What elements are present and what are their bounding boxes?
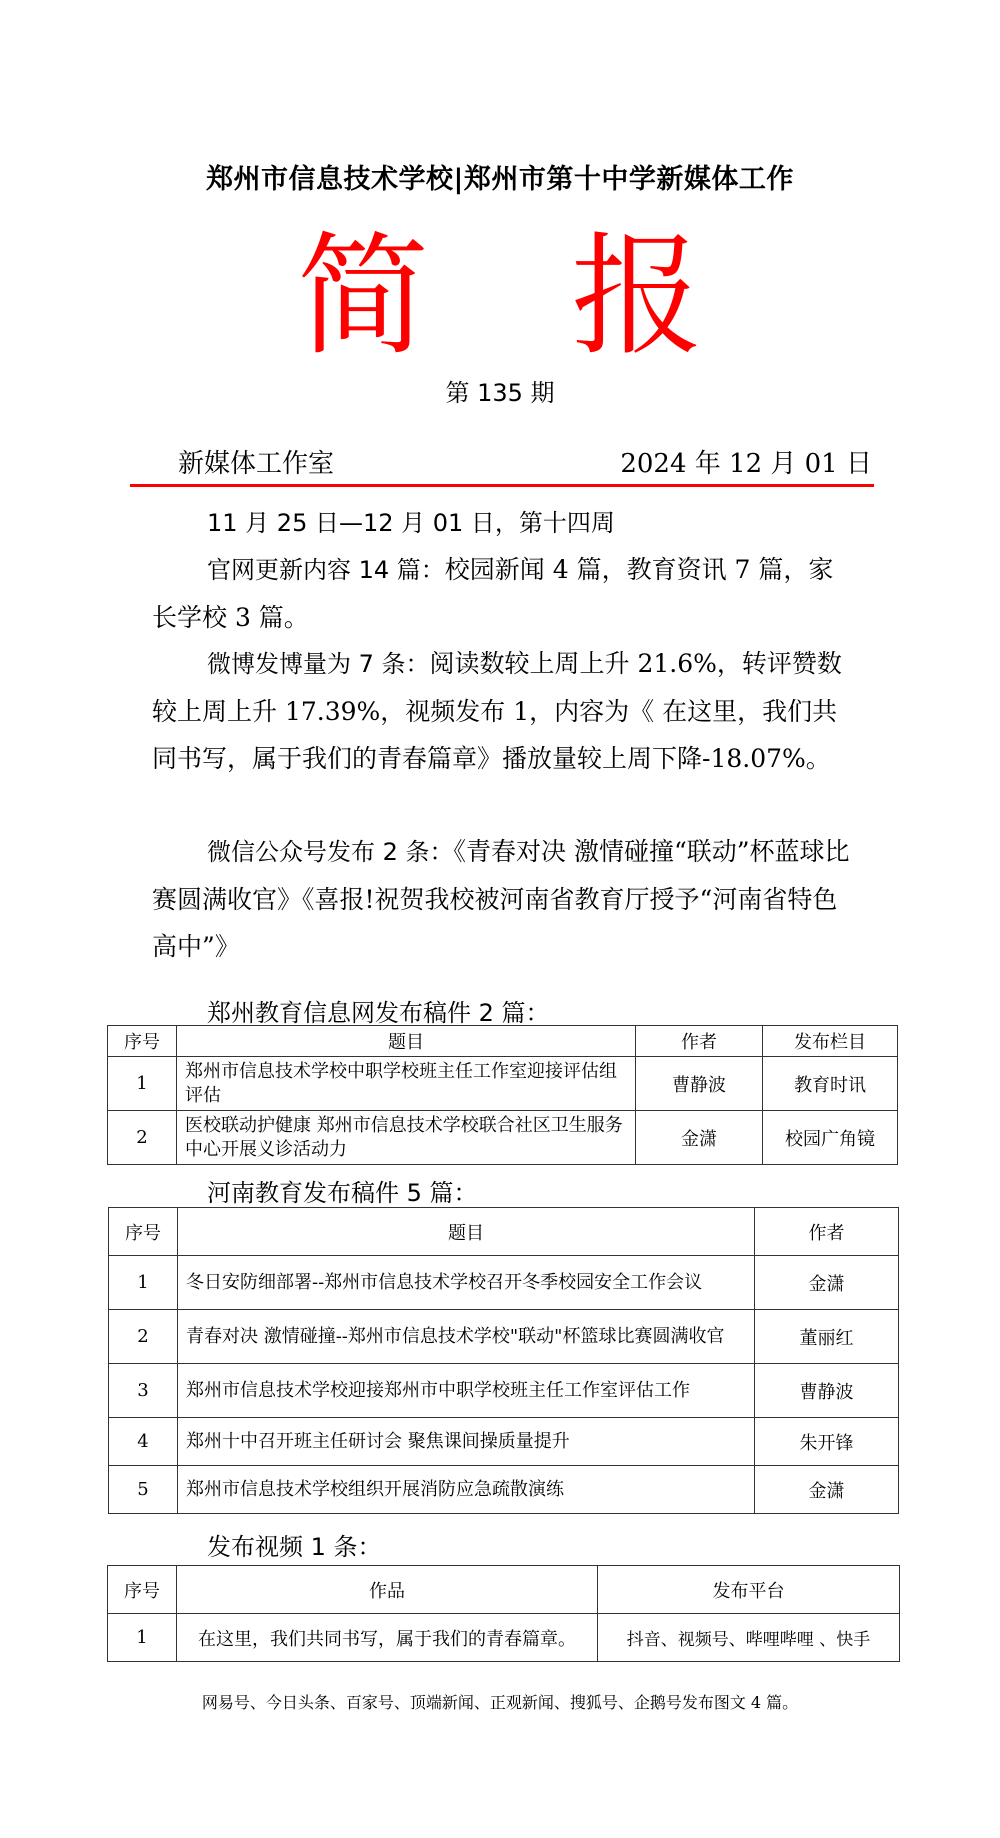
col-header-author: 作者 (636, 1026, 763, 1057)
table-header-row (109, 1208, 899, 1256)
row-no: 2 (108, 1111, 177, 1165)
row-title: 医校联动护健康 郑州市信息技术学校联合社区卫生服务中心开展义诊活动力 (177, 1111, 636, 1165)
row-title: 冬日安防细部署--郑州市信息技术学校召开冬季校园安全工作会议 (178, 1256, 755, 1310)
row-author: 金潇 (755, 1256, 899, 1310)
row-work: 在这里，我们共同书写，属于我们的青春篇章。 (177, 1614, 598, 1662)
table-row (108, 1614, 900, 1662)
row-author: 曹静波 (636, 1057, 763, 1111)
row-title: 青春对决 激情碰撞--郑州市信息技术学校"联动"杯篮球比赛圆满收官 (178, 1310, 755, 1364)
wechat-text: 《青春对决 激情碰撞“联动”杯蓝球比赛圆满收官》《喜报!祝贺我校被河南省教育厅授予“河南省特色高中”》 (152, 837, 850, 961)
col-header-no: 序号 (109, 1208, 178, 1256)
zz-edu-heading: 郑州教育信息网发布稿件 2 篇： (207, 999, 550, 1027)
col-header-column: 发布栏目 (763, 1026, 898, 1057)
table-row (108, 1111, 898, 1165)
row-author: 朱开锋 (755, 1418, 899, 1466)
row-author: 金潇 (636, 1111, 763, 1165)
col-header-title: 题目 (177, 1026, 636, 1057)
row-title: 郑州十中召开班主任研讨会 聚焦课间操质量提升 (178, 1418, 755, 1466)
masthead-title: 简 报 (297, 220, 753, 374)
issue-number: 第 135 期 (445, 379, 555, 407)
row-column: 教育时讯 (763, 1057, 898, 1111)
red-divider (130, 484, 874, 487)
col-header-title: 题目 (178, 1208, 755, 1256)
row-no: 3 (109, 1364, 178, 1418)
col-header-platform: 发布平台 (598, 1566, 900, 1614)
header-title: 郑州市信息技术学校|郑州市第十中学新媒体工作 (206, 164, 794, 195)
col-header-work: 作品 (177, 1566, 598, 1614)
publish-date: 2024 年 12 月 01 日 (620, 449, 872, 479)
row-title: 郑州市信息技术学校组织开展消防应急疏散演练 (178, 1466, 755, 1514)
table-row (109, 1466, 899, 1514)
row-no: 2 (109, 1310, 178, 1364)
row-author: 董丽红 (755, 1310, 899, 1364)
col-header-no: 序号 (108, 1026, 177, 1057)
wechat-paragraph (152, 828, 852, 970)
table-row (108, 1057, 898, 1111)
website-text: 校园新闻 4 篇，教育资讯 7 篇，家长学校 3 篇。 (152, 555, 834, 632)
row-column: 校园广角镜 (763, 1111, 898, 1165)
row-no: 1 (108, 1057, 177, 1111)
col-header-no: 序号 (108, 1566, 177, 1614)
row-title: 郑州市信息技术学校迎接郑州市中职学校班主任工作室评估工作 (178, 1364, 755, 1418)
row-author: 曹静波 (755, 1364, 899, 1418)
row-title: 郑州市信息技术学校中职学校班主任工作室迎接评估组评估 (177, 1057, 636, 1111)
table-row (109, 1256, 899, 1310)
website-lead: 官网更新内容 14 篇： (207, 556, 445, 584)
video-heading: 发布视频 1 条： (207, 1533, 382, 1561)
table-header-row (108, 1566, 900, 1614)
table-row (109, 1418, 899, 1466)
table-row (109, 1310, 899, 1364)
col-header-author: 作者 (755, 1208, 899, 1256)
weibo-lead: 微博发博量为 7 条： (207, 650, 430, 678)
table-row (109, 1364, 899, 1418)
weibo-text: 阅读数较上周上升 21.6%，转评赞数较上周上升 17.39%，视频发布 1，内容为《 在这里，我们共同书写，属于我们的青春篇章》播放量较上周下降-18.07%。 (152, 649, 842, 773)
website-paragraph (152, 546, 852, 641)
row-no: 5 (109, 1466, 178, 1514)
table-header-row (108, 1026, 898, 1057)
office-name: 新媒体工作室 (178, 449, 335, 479)
footer-note: 网易号、今日头条、百家号、顶端新闻、正观新闻、搜狐号、企鹅号发布图文 4 篇。 (201, 1693, 799, 1712)
henan-edu-heading: 河南教育发布稿件 5 篇： (207, 1179, 478, 1207)
week-range: 11 月 25 日—12 月 01 日，第十四周 (207, 509, 615, 537)
video-table (107, 1565, 900, 1662)
row-no: 4 (109, 1418, 178, 1466)
weibo-paragraph (152, 640, 852, 782)
wechat-lead: 微信公众号发布 2 条： (207, 838, 454, 866)
henan-edu-table (108, 1207, 899, 1514)
row-no: 1 (109, 1256, 178, 1310)
row-author: 金潇 (755, 1466, 899, 1514)
zz-edu-table (107, 1025, 898, 1165)
row-platform: 抖音、视频号、哔哩哔哩 、快手 (598, 1614, 900, 1662)
row-no: 1 (108, 1614, 177, 1662)
